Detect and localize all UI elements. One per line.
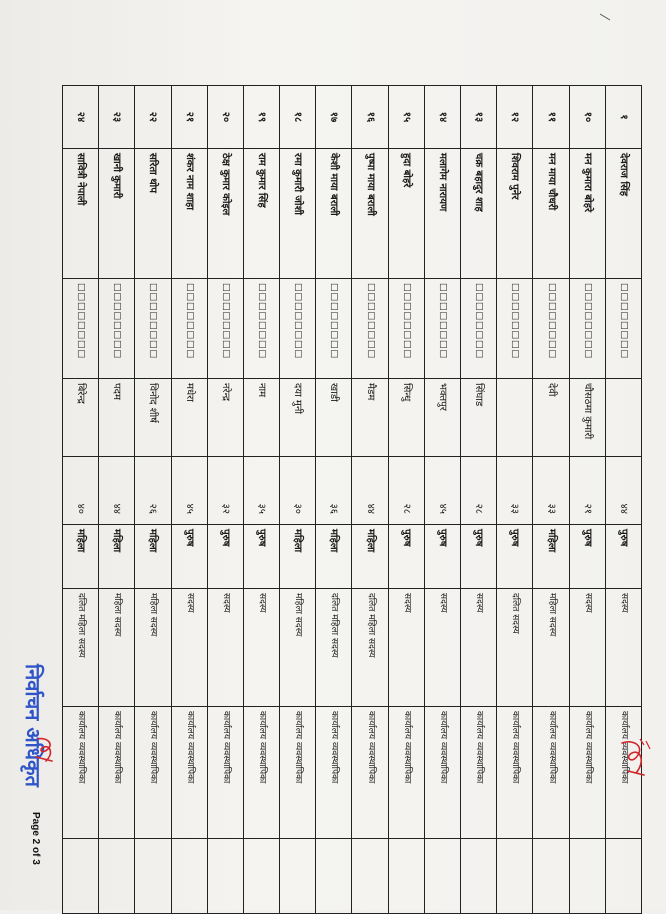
citizenship-number-cell: □□□□□□□□ bbox=[171, 279, 207, 379]
serial-number-cell: १२ bbox=[497, 86, 533, 149]
citizenship-number-cell: □□□□□□□□ bbox=[605, 279, 641, 379]
table-row bbox=[352, 86, 388, 914]
name-cell: राम कुमार सिंह bbox=[243, 149, 279, 279]
citizenship-number-cell: □□□□□□□□ bbox=[352, 279, 388, 379]
citizenship-number-cell: □□□□□□□□ bbox=[63, 279, 99, 379]
category-cell: सदस्य bbox=[424, 589, 460, 707]
name-cell: मलागेम नारायण bbox=[424, 149, 460, 279]
gender-cell: पुरुष bbox=[388, 525, 424, 589]
serial-number-cell: १८ bbox=[280, 86, 316, 149]
gender-cell: महिला bbox=[533, 525, 569, 589]
name-cell: शंकर नाम शाहा bbox=[171, 149, 207, 279]
category-cell: महिला सदस्य bbox=[99, 589, 135, 707]
age-cell: ३६ bbox=[316, 457, 352, 525]
category-cell: सदस्य bbox=[461, 589, 497, 707]
citizenship-number-cell: □□□□□□□□ bbox=[388, 279, 424, 379]
citizenship-number-cell: □□□□□□□□ bbox=[207, 279, 243, 379]
remarks-cell bbox=[497, 839, 533, 914]
handwritten-initial bbox=[614, 735, 654, 780]
position-cell: कार्यालय व्यवस्थापिका bbox=[569, 707, 605, 839]
table-row bbox=[424, 86, 460, 914]
address-cell: चौसठमा कुमारी bbox=[569, 379, 605, 457]
address-cell: पदम bbox=[99, 379, 135, 457]
name-cell: रमा कुमारी जोशी bbox=[280, 149, 316, 279]
gender-cell: महिला bbox=[63, 525, 99, 589]
gender-cell: पुरुष bbox=[207, 525, 243, 589]
serial-number-cell: १७ bbox=[316, 86, 352, 149]
pen-mark bbox=[596, 0, 626, 24]
serial-number-cell: १० bbox=[569, 86, 605, 149]
name-cell: सरिता थोप bbox=[135, 149, 171, 279]
table-row bbox=[461, 86, 497, 914]
position-cell: कार्यालय व्यवस्थापिका bbox=[388, 707, 424, 839]
gender-cell: महिला bbox=[316, 525, 352, 589]
gender-cell: पुरुष bbox=[605, 525, 641, 589]
age-cell: ४४ bbox=[99, 457, 135, 525]
position-cell: कार्यालय व्यवस्थापिका bbox=[316, 707, 352, 839]
serial-number-cell: २० bbox=[207, 86, 243, 149]
position-cell: कार्यालय व्यवस्थापिका bbox=[533, 707, 569, 839]
remarks-cell bbox=[316, 839, 352, 914]
table-row bbox=[388, 86, 424, 914]
category-cell: सदस्य bbox=[605, 589, 641, 707]
category-cell: सदस्य bbox=[243, 589, 279, 707]
handwritten-signature bbox=[32, 735, 58, 765]
address-cell: नाम bbox=[243, 379, 279, 457]
table-row bbox=[171, 86, 207, 914]
table-row bbox=[497, 86, 533, 914]
position-cell: कार्यालय व्यवस्थापिका bbox=[352, 707, 388, 839]
age-cell: ३० bbox=[280, 457, 316, 525]
citizenship-number-cell: □□□□□□□□ bbox=[243, 279, 279, 379]
serial-number-cell: १६ bbox=[352, 86, 388, 149]
table-row bbox=[63, 86, 99, 914]
address-cell: विनोद शीर्ष bbox=[135, 379, 171, 457]
age-cell: ३२ bbox=[207, 457, 243, 525]
position-cell: कार्यालय व्यवस्थापिका bbox=[280, 707, 316, 839]
remarks-cell bbox=[533, 839, 569, 914]
address-cell bbox=[605, 379, 641, 457]
category-cell: दलित महिला सदस्य bbox=[352, 589, 388, 707]
gender-cell: पुरुष bbox=[569, 525, 605, 589]
address-cell: भक्तपुर bbox=[424, 379, 460, 457]
remarks-cell bbox=[171, 839, 207, 914]
age-cell: २६ bbox=[135, 457, 171, 525]
position-cell: कार्यालय व्यवस्थापिका bbox=[135, 707, 171, 839]
table-row bbox=[207, 86, 243, 914]
remarks-cell bbox=[605, 839, 641, 914]
stamp-text: निर्वाचन अधिकृत bbox=[21, 664, 45, 787]
remarks-cell bbox=[280, 839, 316, 914]
table-row bbox=[280, 86, 316, 914]
address-cell: सिन्धु bbox=[388, 379, 424, 457]
remarks-cell bbox=[424, 839, 460, 914]
citizenship-number-cell: □□□□□□□□ bbox=[497, 279, 533, 379]
address-cell: मैडम bbox=[352, 379, 388, 457]
remarks-cell bbox=[352, 839, 388, 914]
category-cell: सदस्य bbox=[388, 589, 424, 707]
citizenship-number-cell: □□□□□□□□ bbox=[316, 279, 352, 379]
serial-number-cell: १४ bbox=[424, 86, 460, 149]
gender-cell: महिला bbox=[352, 525, 388, 589]
table-row bbox=[316, 86, 352, 914]
serial-number-cell: २४ bbox=[63, 86, 99, 149]
serial-number-cell: ११ bbox=[533, 86, 569, 149]
citizenship-number-cell: □□□□□□□□ bbox=[424, 279, 460, 379]
table-row bbox=[135, 86, 171, 914]
category-cell: महिला सदस्य bbox=[280, 589, 316, 707]
name-cell: चक्र बहादुर शाह bbox=[461, 149, 497, 279]
remarks-cell bbox=[135, 839, 171, 914]
gender-cell: महिला bbox=[280, 525, 316, 589]
name-cell: हुदा बोहरे bbox=[388, 149, 424, 279]
remarks-cell bbox=[388, 839, 424, 914]
age-cell: ४५ bbox=[171, 457, 207, 525]
address-cell: बिरेन्द्र bbox=[63, 379, 99, 457]
remarks-cell bbox=[461, 839, 497, 914]
age-cell: २१ bbox=[569, 457, 605, 525]
age-cell: ३५ bbox=[243, 457, 279, 525]
age-cell: ४४ bbox=[605, 457, 641, 525]
citizenship-number-cell: □□□□□□□□ bbox=[569, 279, 605, 379]
remarks-cell bbox=[243, 839, 279, 914]
citizenship-number-cell: □□□□□□□□ bbox=[533, 279, 569, 379]
age-cell: २८ bbox=[461, 457, 497, 525]
address-cell: खाडी bbox=[316, 379, 352, 457]
address-cell: देवी bbox=[533, 379, 569, 457]
remarks-cell bbox=[63, 839, 99, 914]
position-cell: कार्यालय व्यवस्थापिका bbox=[424, 707, 460, 839]
address-cell: दया मुनी bbox=[280, 379, 316, 457]
position-cell: कार्यालय व्यवस्थापिका bbox=[207, 707, 243, 839]
address-cell: नरेन्द्र bbox=[207, 379, 243, 457]
position-cell: कार्यालय व्यवस्थापिका bbox=[461, 707, 497, 839]
serial-number-cell: २२ bbox=[135, 86, 171, 149]
remarks-cell bbox=[569, 839, 605, 914]
candidate-register-table bbox=[62, 85, 642, 914]
name-cell: सावित्री नेपाली bbox=[63, 149, 99, 279]
table-row bbox=[533, 86, 569, 914]
category-cell: महिला सदस्य bbox=[135, 589, 171, 707]
name-cell: खानी कुमारी bbox=[99, 149, 135, 279]
category-cell: दलित महिला सदस्य bbox=[63, 589, 99, 707]
table-row bbox=[605, 86, 641, 914]
gender-cell: पुरुष bbox=[461, 525, 497, 589]
position-cell: कार्यालय व्यवस्थापिका bbox=[497, 707, 533, 839]
position-cell: कार्यालय व्यवस्थापिका bbox=[99, 707, 135, 839]
name-cell: देवराज सिंह bbox=[605, 149, 641, 279]
remarks-cell bbox=[207, 839, 243, 914]
name-cell: मन माया चौधरी bbox=[533, 149, 569, 279]
citizenship-number-cell: □□□□□□□□ bbox=[99, 279, 135, 379]
address-cell bbox=[497, 379, 533, 457]
citizenship-number-cell: □□□□□□□□ bbox=[135, 279, 171, 379]
name-cell: पुष्पा माया बराली bbox=[352, 149, 388, 279]
serial-number-cell: २१ bbox=[171, 86, 207, 149]
position-cell: कार्यालय व्यवस्थापिका bbox=[63, 707, 99, 839]
category-cell: सदस्य bbox=[207, 589, 243, 707]
table-row bbox=[243, 86, 279, 914]
age-cell: ४० bbox=[63, 457, 99, 525]
page-number-text: Page 2 of 3 bbox=[30, 812, 41, 865]
age-cell: ४४ bbox=[352, 457, 388, 525]
position-cell: कार्यालय व्यवस्थापिका bbox=[605, 707, 641, 839]
remarks-cell bbox=[99, 839, 135, 914]
address-cell: सिंघाड bbox=[461, 379, 497, 457]
gender-cell: पुरुष bbox=[424, 525, 460, 589]
category-cell: सदस्य bbox=[569, 589, 605, 707]
gender-cell: पुरुष bbox=[171, 525, 207, 589]
serial-number-cell: १ bbox=[605, 86, 641, 149]
age-cell: ३३ bbox=[533, 457, 569, 525]
category-cell: महिला सदस्य bbox=[533, 589, 569, 707]
address-cell: मधेरा bbox=[171, 379, 207, 457]
category-cell: दलित महिला सदस्य bbox=[316, 589, 352, 707]
register-table-area bbox=[62, 85, 642, 913]
serial-number-cell: १३ bbox=[461, 86, 497, 149]
table-row bbox=[569, 86, 605, 914]
name-cell: केशी माया बराली bbox=[316, 149, 352, 279]
serial-number-cell: २३ bbox=[99, 86, 135, 149]
category-cell: सदस्य bbox=[171, 589, 207, 707]
table-row bbox=[99, 86, 135, 914]
category-cell: दलित सदस्य bbox=[497, 589, 533, 707]
position-cell: कार्यालय व्यवस्थापिका bbox=[171, 707, 207, 839]
gender-cell: महिला bbox=[99, 525, 135, 589]
gender-cell: पुरुष bbox=[497, 525, 533, 589]
citizenship-number-cell: □□□□□□□□ bbox=[461, 279, 497, 379]
position-cell: कार्यालय व्यवस्थापिका bbox=[243, 707, 279, 839]
citizenship-number-cell: □□□□□□□□ bbox=[280, 279, 316, 379]
gender-cell: पुरुष bbox=[243, 525, 279, 589]
gender-cell: महिला bbox=[135, 525, 171, 589]
serial-number-cell: १५ bbox=[388, 86, 424, 149]
age-cell: ३३ bbox=[497, 457, 533, 525]
name-cell: ठेक्ष कुमार कोइल bbox=[207, 149, 243, 279]
page-number bbox=[28, 812, 42, 892]
name-cell: मन कुमारा बोहरे bbox=[569, 149, 605, 279]
name-cell: शिवराम पुनेर bbox=[497, 149, 533, 279]
serial-number-cell: १९ bbox=[243, 86, 279, 149]
age-cell: २८ bbox=[388, 457, 424, 525]
age-cell: ४५ bbox=[424, 457, 460, 525]
